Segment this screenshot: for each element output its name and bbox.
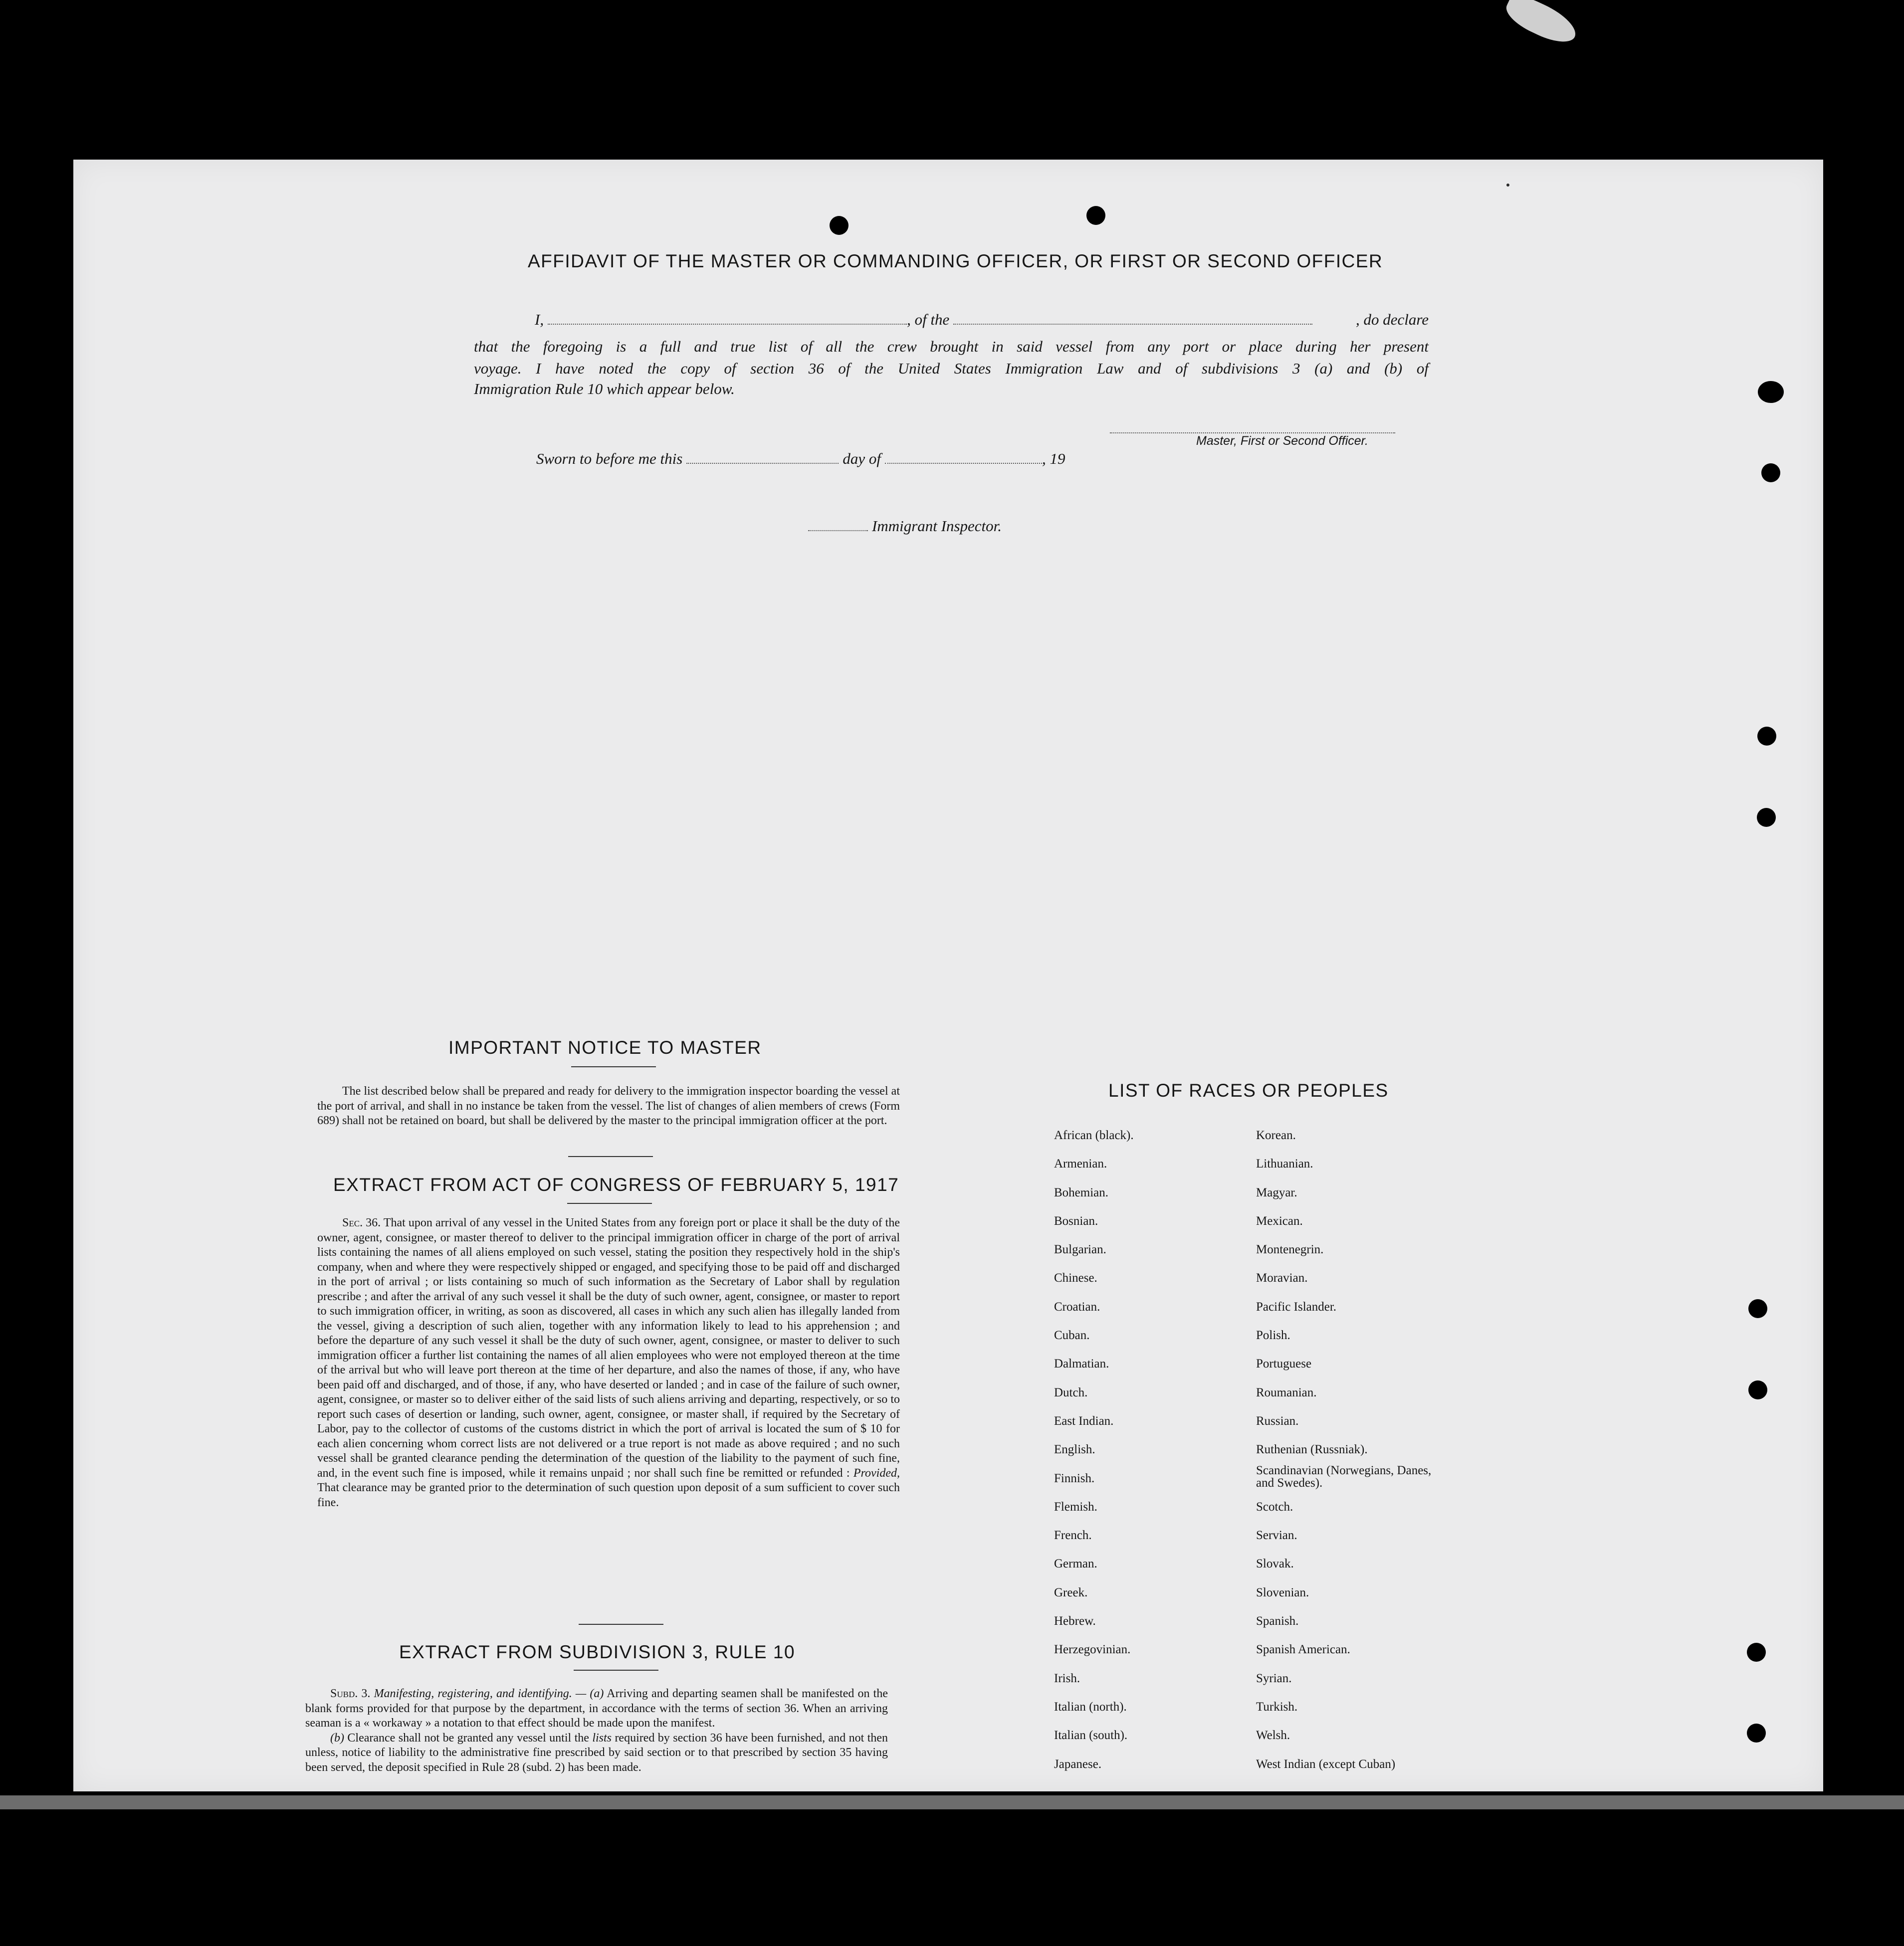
act-sec-label: Sec. 36.	[342, 1216, 381, 1229]
act-text-end: That clearance may be granted prior to the determination of such question upon deposit of a sum sufficient to cover such fine.	[317, 1481, 900, 1509]
affidavit-i: I,	[535, 311, 544, 328]
races-right-column	[1256, 1121, 1436, 1778]
punch-hole	[1748, 1380, 1767, 1399]
race-item: Flemish.	[1054, 1500, 1097, 1514]
subd-b-text-1: Clearance shall not be granted any vessel until the	[347, 1731, 589, 1745]
rule-title: EXTRACT FROM SUBDIVISION 3, RULE 10	[399, 1642, 796, 1662]
race-item: Cuban.	[1054, 1329, 1090, 1343]
affidavit-line-4: Immigration Rule 10 which appear below.	[474, 380, 735, 397]
races-left-column	[1054, 1121, 1134, 1778]
affidavit-title: AFFIDAVIT OF THE MASTER OR COMMANDING OFFICER, OR FIRST OR SECOND OFFICER	[528, 251, 1383, 271]
race-item: Korean.	[1256, 1129, 1296, 1142]
race-item: Finnish.	[1054, 1471, 1095, 1485]
divider	[579, 1624, 663, 1625]
race-item: West Indian (except Cuban)	[1256, 1757, 1396, 1771]
race-item: Bosnian.	[1054, 1214, 1098, 1228]
race-item: Syrian.	[1256, 1671, 1292, 1685]
affidavit-of-the: , of the	[907, 311, 950, 328]
race-item: Spanish American.	[1256, 1643, 1350, 1657]
master-signature-line	[1110, 431, 1395, 433]
race-item: Servian.	[1256, 1529, 1297, 1543]
affidavit-line-3: voyage. I have noted the copy of section 36 of the United States Immigration Law and of subdivisions 3 (a) and (b) of	[474, 360, 1429, 377]
act-title: EXTRACT FROM ACT OF CONGRESS OF FEBRUARY 5, 1917	[333, 1174, 899, 1195]
race-item: Bulgarian.	[1054, 1243, 1106, 1257]
ink-mark	[1501, 0, 1581, 49]
subd-label: Subd. 3.	[330, 1687, 371, 1700]
race-item: Dutch.	[1054, 1385, 1088, 1399]
page-edge-strip	[0, 1795, 1904, 1809]
race-item: Mexican.	[1256, 1214, 1303, 1228]
act-text: That upon arrival of any vessel in the United States from any foreign port or place it shall be the duty of the owner, agent, consignee, or master thereof to deliver to the principal immigration officer in charge of the port of arrival lists containing the names of all aliens employed on such vessel, stating the position they respectively hold in the ship's company, when and where they were respectively shipped or engaged, and specifying those to be paid off and discharged in the port of arrival ; or lists containing so much of such information as the Secretary of Labor shall by regulation prescribe ; and after the arrival of any such vessel it shall be the duty of such owner, agent, consignee, or master to report to such immigration officer, in writing, as soon as discovered, all cases in which any such alien has illegally landed from the vessel, giving a description of such alien, together with any information likely to lead to his apprehension ; and before the departure of any such vessel it shall be the duty of such owner, agent, consignee, or master to deliver to such immigration officer a further list containing the names of all alien employees who were not employed thereon at the time of the arrival but who will leave port thereon at the time of her departure, and also the names of those, if any, who have been paid off and discharged, and of those, if any, who have deserted or landed ; and in case of the failure of such owner, agent, consignee, or master so to deliver either of the said lists of such aliens arriving and departing, respectively, or so to report such cases of desertion or landing, such owner, agent, consignee, or master shall, if required by the Secretary of Labor, pay to the collector of customs of the customs district in which the port of arrival is located the sum of $ 10 for each alien concerning whom correct lists are not delivered or a true report is not made as above required ; and no such vessel shall be granted clearance pending the determination of the question of the liability to the payment of such fine, and, in the event such fine is imposed, while it remains unpaid ; nor shall such fine be remitted or refunded :	[317, 1216, 900, 1480]
punch-hole	[1747, 1724, 1766, 1743]
race-item: Japanese.	[1054, 1757, 1102, 1771]
day-blank	[686, 462, 839, 464]
race-item: Spanish.	[1256, 1614, 1299, 1628]
subd-heading: Manifesting, registering, and identifying. — (a)	[374, 1687, 604, 1700]
race-item: Magyar.	[1256, 1185, 1297, 1199]
day-of-text: day of	[843, 450, 881, 467]
sworn-text: Sworn to before me this	[536, 450, 683, 467]
race-item: Scotch.	[1256, 1500, 1293, 1514]
punch-hole	[1757, 727, 1776, 746]
race-item: Roumanian.	[1256, 1385, 1317, 1399]
punch-hole	[1748, 1299, 1767, 1318]
affidavit-do-declare: , do declare	[1355, 311, 1429, 328]
act-provided: Provided,	[853, 1466, 900, 1480]
race-item: Scandinavian (Norwegians, Danes, and Swedes).	[1256, 1463, 1432, 1490]
race-item: French.	[1054, 1529, 1092, 1543]
name-blank	[548, 323, 907, 325]
race-item: African (black).	[1054, 1129, 1134, 1142]
subd-b-lists: lists	[592, 1731, 612, 1745]
races-title: LIST OF RACES OR PEOPLES	[1108, 1080, 1389, 1101]
divider	[571, 1066, 656, 1067]
notice-title: IMPORTANT NOTICE TO MASTER	[448, 1037, 762, 1058]
subd-b-text-2: required by section 36 have been furnished, and not then unless, notice of liability to the administrative fine prescribed by said section or to that prescribed by section 35 having been served, the deposit specified in Rule 28 (subd. 2) has been made.	[305, 1731, 888, 1774]
month-blank	[885, 462, 1042, 464]
divider	[567, 1203, 652, 1204]
punch-hole	[1758, 381, 1784, 403]
race-item: Polish.	[1256, 1329, 1290, 1343]
year-text: , 19	[1042, 450, 1065, 467]
inspector-signature-line	[808, 529, 868, 531]
race-item: Portuguese	[1256, 1357, 1312, 1371]
subd-b-label: (b)	[330, 1731, 344, 1745]
race-item: Dalmatian.	[1054, 1357, 1109, 1371]
inspector-line	[808, 517, 1002, 535]
race-item: Lithuanian.	[1256, 1157, 1313, 1171]
affidavit-line-1	[535, 311, 1429, 329]
notice-text-block	[317, 1084, 900, 1129]
sworn-line	[536, 450, 1065, 468]
race-item: Ruthenian (Russniak).	[1256, 1443, 1368, 1457]
master-signature-caption: Master, First or Second Officer.	[1196, 434, 1369, 448]
rule-text-block	[305, 1687, 888, 1775]
act-text-block	[317, 1216, 900, 1510]
race-item: Italian (south).	[1054, 1729, 1128, 1743]
race-item: Chinese.	[1054, 1271, 1097, 1285]
race-item: Moravian.	[1256, 1271, 1308, 1285]
punch-hole	[1747, 1643, 1766, 1662]
race-item: Slovak.	[1256, 1557, 1294, 1571]
vessel-blank	[953, 323, 1312, 325]
punch-hole	[830, 216, 848, 235]
inspector-caption: Immigrant Inspector.	[872, 517, 1002, 535]
ink-mark	[1506, 184, 1509, 187]
race-item: Pacific Islander.	[1256, 1300, 1337, 1314]
race-item: Armenian.	[1054, 1157, 1107, 1171]
punch-hole	[1757, 808, 1776, 827]
race-item: Bohemian.	[1054, 1185, 1109, 1199]
race-item: Herzegovinian.	[1054, 1643, 1131, 1657]
race-item: Hebrew.	[1054, 1614, 1096, 1628]
divider	[574, 1670, 658, 1671]
notice-text: The list described below shall be prepared and ready for delivery to the immigration inspector boarding the vessel at the port of arrival, and shall in no instance be taken from the vessel. The list of changes of alien members of crews (Form 689) shall not be retained on board, but shall be delivered by the master to the principal immigration officer at the port.	[317, 1085, 900, 1127]
race-item: Irish.	[1054, 1671, 1080, 1685]
punch-hole	[1761, 463, 1780, 482]
race-item: Montenegrin.	[1256, 1243, 1324, 1257]
race-item: Italian (north).	[1054, 1700, 1127, 1714]
race-item: Greek.	[1054, 1585, 1088, 1599]
race-item: English.	[1054, 1443, 1095, 1457]
race-item: German.	[1054, 1557, 1097, 1571]
subd-a-text: Arriving and departing seamen shall be manifested on the blank forms provided for that purpose by the department, in accordance with the terms of section 36. When an arriving seaman is a « workaway » a notation to that effect should be made upon the manifest.	[305, 1687, 888, 1730]
race-item: Welsh.	[1256, 1729, 1290, 1743]
race-item: Slovenian.	[1256, 1585, 1309, 1599]
affidavit-line-2: that the foregoing is a full and true list of all the crew brought in said vessel from any port or place during her present	[474, 338, 1429, 355]
race-item: Croatian.	[1054, 1300, 1100, 1314]
document-page	[73, 160, 1823, 1791]
punch-hole	[1086, 206, 1105, 225]
race-item: East Indian.	[1054, 1414, 1114, 1428]
race-item: Turkish.	[1256, 1700, 1298, 1714]
divider	[568, 1156, 653, 1157]
race-item: Russian.	[1256, 1414, 1299, 1428]
